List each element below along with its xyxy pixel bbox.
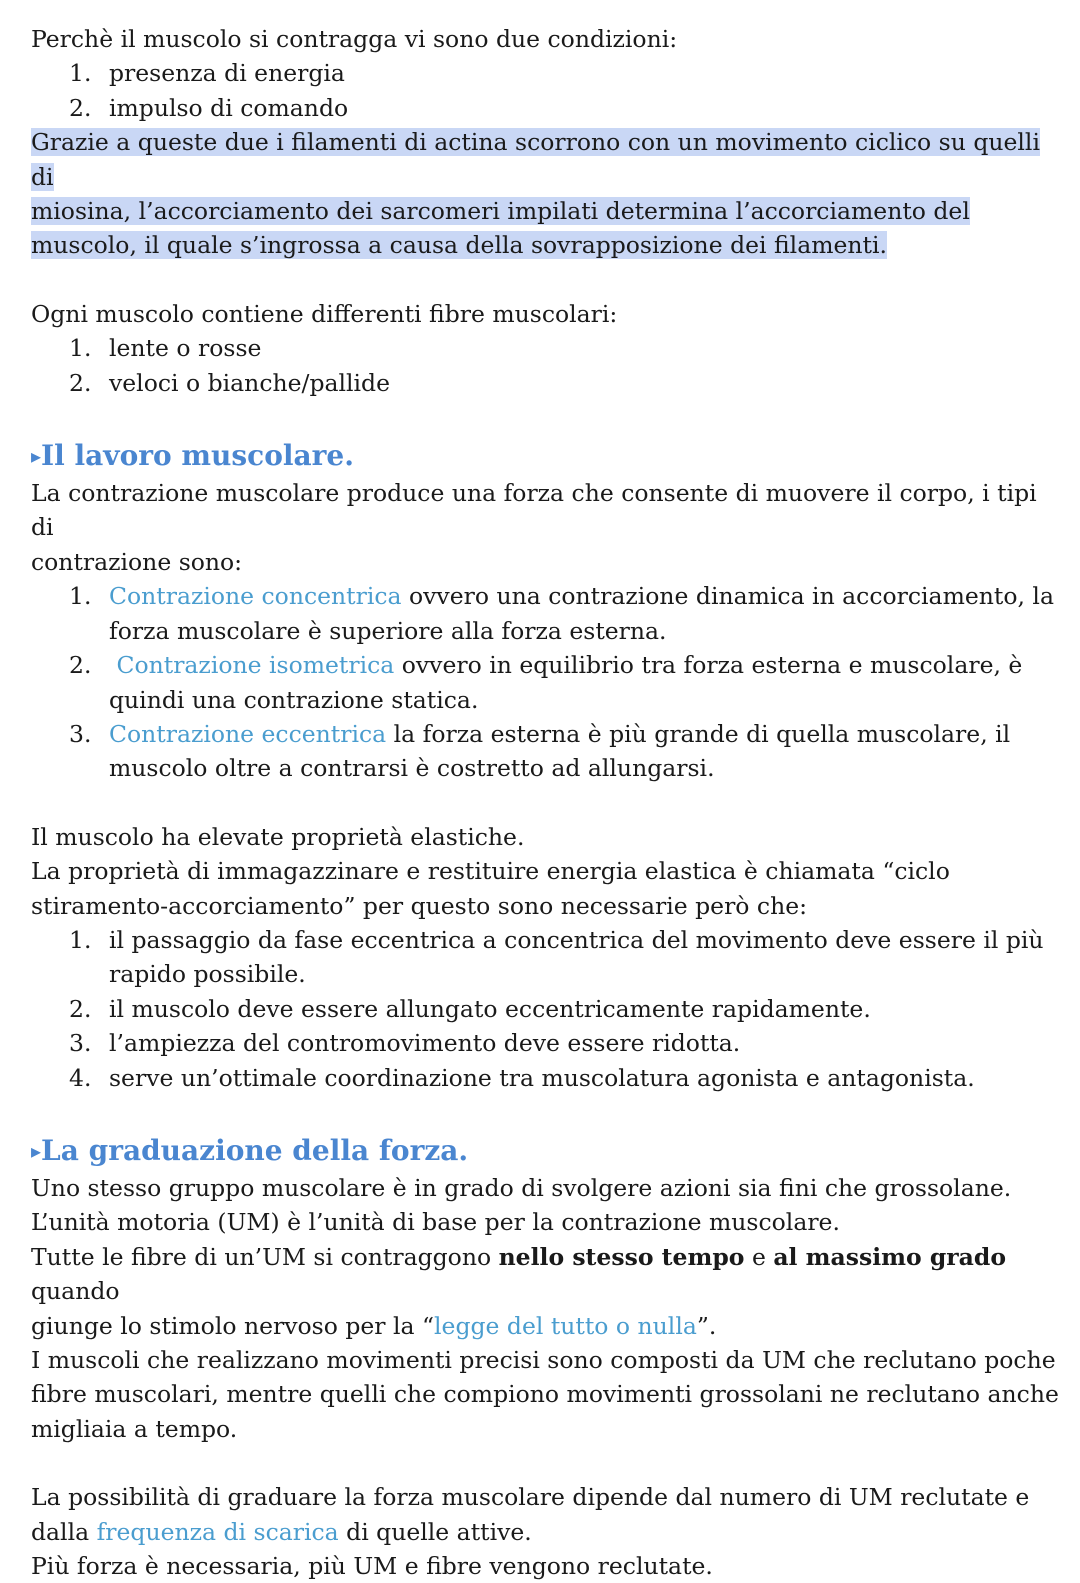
list-item: 3. l’ampiezza del contromovimento deve essere ridotta. — [69, 1029, 741, 1058]
conditions-list — [31, 56, 1061, 125]
term-eccentrica: Contrazione eccentrica — [109, 719, 387, 748]
list-item: 2. veloci o bianche/pallide — [69, 368, 390, 397]
document-page — [31, 22, 1061, 1583]
contraction-conditions-intro: Perchè il muscolo si contragga vi sono due condizioni: — [31, 25, 678, 53]
fiber-types-intro: Ogni muscolo contiene differenti fibre muscolari: — [31, 299, 618, 328]
graduazione-paragraph: Uno stesso gruppo muscolare è in grado di svolgere azioni sia fini che grossolane. L’unità motoria (UM) è l’unità di base per la contrazione muscolare. Tutte le fibre di un’UM si contraggono nello stesso tempo e al massimo grado quando giunge lo stimolo nervoso per la “legge del tutto o nulla”. I muscoli che realizzano movimenti precisi sono composti da UM che reclutano poche fibre muscolari, mentre quelli che compiono movimenti grossolani ne reclutano anche migliaia a tempo. — [31, 1173, 1059, 1443]
term-tutto-o-nulla: legge del tutto o nulla — [434, 1311, 697, 1340]
term-concentrica: Contrazione concentrica — [109, 582, 402, 611]
lavoro-intro: La contrazione muscolare produce una forza che consente di muovere il corpo, i tipi di contrazione sono: — [31, 479, 1037, 576]
triangle-marker-icon: ▸ — [31, 1138, 42, 1163]
term-isometrica: Contrazione isometrica — [116, 651, 395, 680]
fiber-types-list — [31, 331, 1061, 400]
list-item: 4. serve un’ottimale coordinazione tra muscolatura agonista e antagonista. — [69, 1063, 975, 1092]
triangle-marker-icon: ▸ — [31, 444, 42, 469]
term-frequenza: frequenza di scarica — [96, 1517, 339, 1546]
frequenza-paragraph: La possibilità di graduare la forza muscolare dipende dal numero di UM reclutate e dalla frequenza di scarica di quelle attive. Più forza è necessaria, più UM e fibre vengono reclutate. — [31, 1483, 1030, 1581]
elastic-requirements-list — [31, 923, 1061, 1095]
section-heading-graduazione: ▸La graduazione della forza. — [31, 1133, 469, 1167]
highlighted-paragraph: Grazie a queste due i filamenti di actina scorrono con un movimento ciclico su quelli di miosina, l’accorciamento dei sarcomeri impilati determina l’accorciamento del muscolo, il quale s’ingrossa a causa della sovrapposizione dei filamenti. — [31, 128, 1040, 260]
list-item: 1. il passaggio da fase eccentrica a concentrica del movimento deve essere il più rapido possibile. — [69, 925, 1044, 989]
list-item: 3. Contrazione eccentrica la forza esterna è più grande di quella muscolare, il muscolo oltre a contrarsi è costretto ad allungarsi. — [69, 719, 1011, 783]
elastic-paragraph: Il muscolo ha elevate proprietà elastiche. La proprietà di immagazzinare e restituire energia elastica è chiamata “ciclo stiramento-accorciamento” per questo sono necessarie però che: — [31, 822, 950, 920]
list-item: 1. presenza di energia — [69, 59, 345, 88]
list-item: 1. Contrazione concentrica ovvero una contrazione dinamica in accorciamento, la forza muscolare è superiore alla forza esterna. — [69, 582, 1054, 645]
contraction-types-list — [31, 579, 1061, 785]
list-item: 2. Contrazione isometrica ovvero in equilibrio tra forza esterna e muscolare, è quindi una contrazione statica. — [69, 651, 1023, 714]
list-item: 1. lente o rosse — [69, 334, 262, 363]
list-item: 2. il muscolo deve essere allungato eccentricamente rapidamente. — [69, 994, 871, 1023]
section-heading-lavoro: ▸Il lavoro muscolare. — [31, 439, 354, 473]
list-item: 2. impulso di comando — [69, 93, 349, 122]
